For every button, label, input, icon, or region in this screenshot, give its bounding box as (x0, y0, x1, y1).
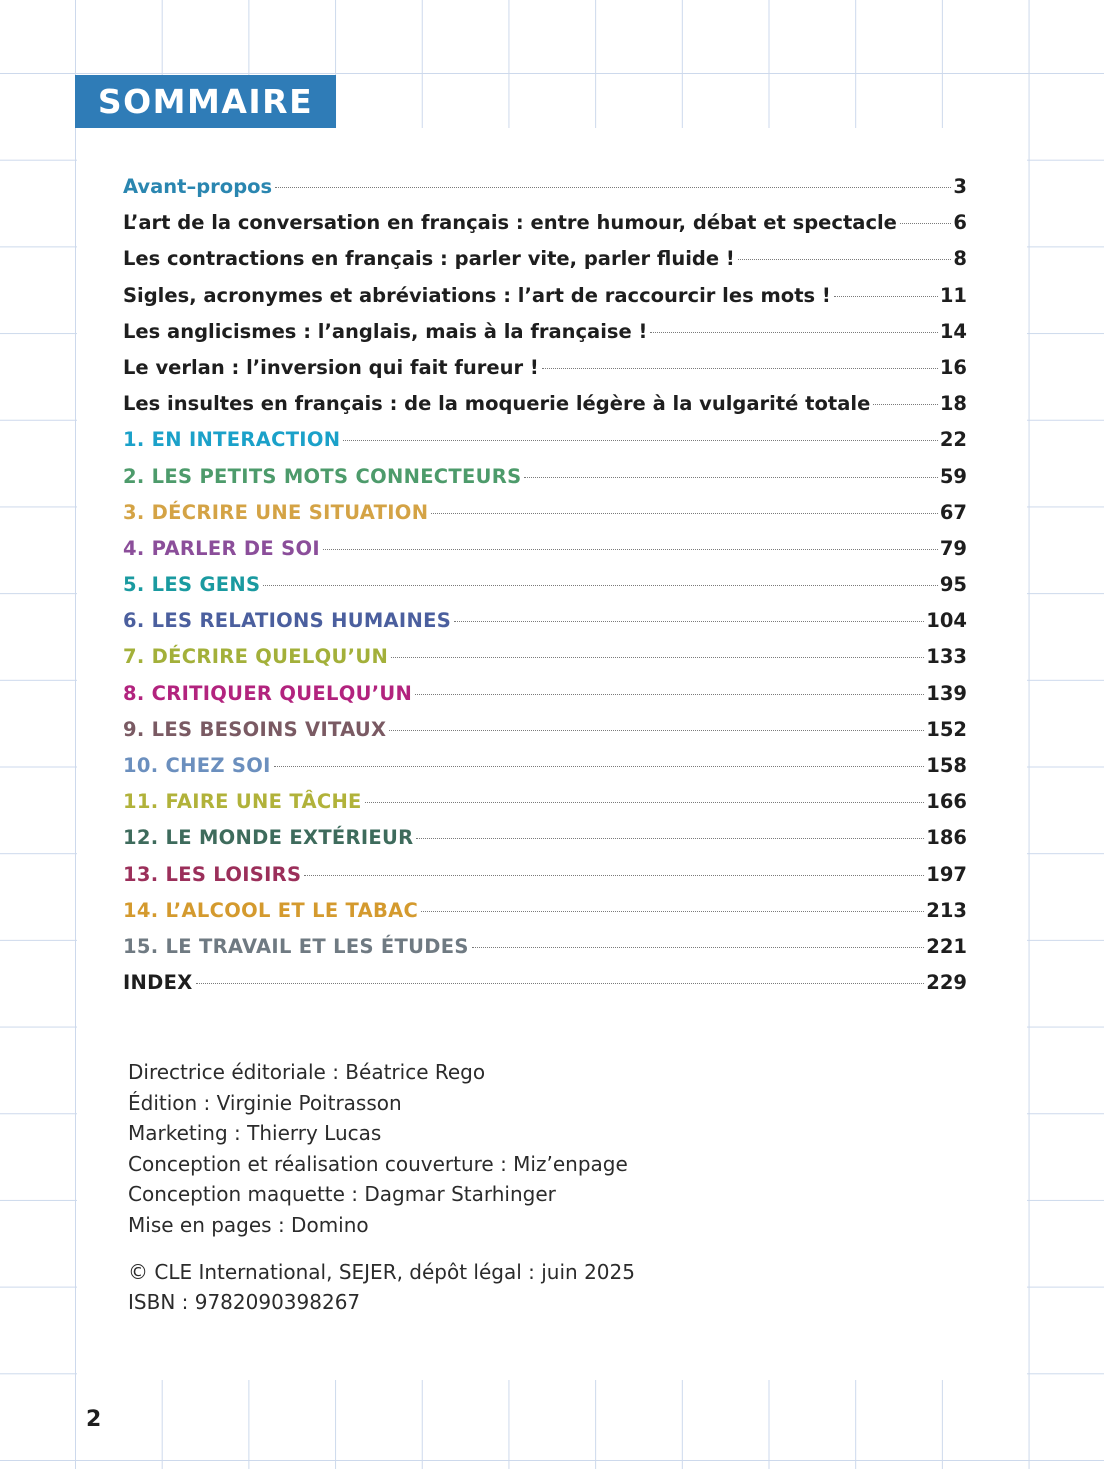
legal-block (128, 1257, 635, 1317)
toc-entry-title: Le verlan : l’inversion qui fait fureur ! (123, 355, 539, 379)
dot-leader (275, 187, 951, 188)
toc-entry[interactable] (123, 965, 967, 1001)
toc-entry-page: 59 (939, 464, 967, 488)
dot-leader (389, 730, 924, 731)
toc-entry-page: 186 (926, 826, 967, 850)
dot-leader (343, 440, 937, 441)
toc-entry-title: 12. LE MONDE EXTÉRIEUR (123, 826, 414, 850)
toc-entry[interactable] (123, 748, 967, 784)
toc-entry-page: 229 (926, 971, 967, 995)
toc-entry[interactable] (123, 893, 967, 929)
toc-entry-page: 79 (939, 536, 967, 560)
credit-line: Marketing : Thierry Lucas (128, 1121, 382, 1145)
toc-entry-page: 6 (953, 211, 967, 235)
toc-entry-title: 9. LES BESOINS VITAUX (123, 717, 387, 741)
credit-line: Conception maquette : Dagmar Starhinger (128, 1182, 556, 1206)
toc-entry-page: 104 (926, 609, 967, 633)
toc-entry[interactable] (123, 531, 967, 567)
toc-entry-title: 6. LES RELATIONS HUMAINES (123, 609, 452, 633)
toc-entry[interactable] (123, 422, 967, 458)
toc-entry-page: 152 (926, 717, 967, 741)
credit-line: Édition : Virginie Poitrasson (128, 1090, 402, 1115)
dot-leader (650, 332, 937, 333)
toc-entry[interactable] (123, 676, 967, 712)
dot-leader (416, 838, 924, 839)
page-number: 2 (86, 1407, 102, 1432)
toc-entry-title: Les contractions en français : parler vite, parler fluide ! (123, 247, 735, 271)
toc-entry[interactable] (123, 603, 967, 639)
toc-entry-page: 133 (926, 645, 967, 669)
toc-entry[interactable] (123, 784, 967, 820)
toc-entry-title: Les anglicismes : l’anglais, mais à la française ! (123, 319, 648, 343)
toc-entry-title: 10. CHEZ SOI (123, 754, 271, 777)
dot-leader (738, 259, 952, 260)
dot-leader (542, 368, 938, 369)
toc-entry-page: 8 (953, 247, 967, 271)
toc-entry[interactable] (123, 929, 967, 965)
toc-entry-page: 139 (926, 681, 967, 705)
dot-leader (263, 585, 938, 586)
toc-entry-page: 158 (926, 754, 967, 777)
toc-entry[interactable] (123, 386, 967, 422)
dot-leader (365, 802, 925, 803)
copyright-text: © CLE International, SEJER, dépôt légal : juin 2025 (128, 1260, 635, 1284)
table-of-contents (123, 169, 967, 1001)
dot-leader (421, 911, 924, 912)
toc-entry[interactable] (123, 459, 967, 495)
toc-entry-title: Les insultes en français : de la moquerie légère à la vulgarité totale (123, 392, 871, 416)
toc-entry-page: 95 (939, 573, 967, 597)
toc-entry-title: 8. CRITIQUER QUELQU’UN (123, 681, 413, 705)
toc-entry-title: 2. LES PETITS MOTS CONNECTEURS (123, 464, 522, 488)
toc-entry-title: Sigles, acronymes et abréviations : l’art de raccourcir les mots ! (123, 283, 831, 307)
credit-line: Conception et réalisation couverture : Miz’enpage (128, 1151, 628, 1176)
dot-leader (196, 983, 925, 984)
toc-entry-title: 3. DÉCRIRE UNE SITUATION (123, 500, 429, 524)
dot-leader (274, 766, 925, 767)
dot-leader (472, 947, 925, 948)
toc-entry-title: 7. DÉCRIRE QUELQU’UN (123, 645, 389, 669)
dot-leader (391, 657, 924, 658)
toc-entry-title: 4. PARLER DE SOI (123, 536, 320, 560)
toc-entry-page: 3 (953, 175, 967, 198)
toc-entry-page: 22 (939, 428, 967, 452)
dot-leader (524, 477, 937, 478)
toc-entry[interactable] (123, 567, 967, 603)
toc-entry[interactable] (123, 205, 967, 241)
isbn-text: ISBN : 9782090398267 (128, 1290, 361, 1314)
toc-entry[interactable] (123, 639, 967, 675)
toc-entry[interactable] (123, 857, 967, 893)
toc-entry-title: INDEX (123, 971, 193, 995)
toc-entry[interactable] (123, 820, 967, 856)
toc-entry-page: 221 (926, 934, 967, 958)
toc-entry[interactable] (123, 712, 967, 748)
dot-leader (304, 875, 924, 876)
toc-entry-title: Avant–propos (123, 175, 273, 198)
toc-entry[interactable] (123, 241, 967, 277)
toc-entry-title: 5. LES GENS (123, 573, 261, 597)
toc-entry-title: 13. LES LOISIRS (123, 862, 302, 886)
toc-entry-page: 67 (939, 500, 967, 524)
toc-entry[interactable] (123, 350, 967, 386)
toc-entry[interactable] (123, 169, 967, 205)
toc-entry-page: 18 (939, 392, 967, 416)
page-title: SOMMAIRE (75, 75, 336, 128)
credit-line: Mise en pages : Domino (128, 1212, 369, 1237)
toc-entry-title: 14. L’ALCOOL ET LE TABAC (123, 898, 419, 922)
dot-leader (415, 694, 924, 695)
toc-entry-page: 197 (926, 862, 967, 886)
toc-entry-page: 11 (939, 283, 967, 307)
toc-entry-title: 1. EN INTERACTION (123, 428, 341, 452)
dot-leader (454, 621, 924, 622)
credits-block (128, 1057, 828, 1240)
toc-entry-page: 213 (926, 898, 967, 922)
dot-leader (900, 223, 952, 224)
dot-leader (834, 296, 938, 297)
toc-entry-title: 15. LE TRAVAIL ET LES ÉTUDES (123, 934, 469, 958)
credit-line: Directrice éditoriale : Béatrice Rego (128, 1060, 486, 1084)
toc-entry-page: 16 (939, 355, 967, 379)
dot-leader (323, 549, 938, 550)
toc-entry-title: L’art de la conversation en français : entre humour, débat et spectacle (123, 211, 897, 235)
toc-entry[interactable] (123, 278, 967, 314)
dot-leader (431, 513, 938, 514)
toc-entry-title: 11. FAIRE UNE TÂCHE (123, 790, 362, 814)
toc-entry-page: 166 (926, 790, 967, 814)
toc-entry[interactable] (123, 314, 967, 350)
toc-entry[interactable] (123, 495, 967, 531)
dot-leader (873, 404, 938, 405)
toc-entry-page: 14 (939, 319, 967, 343)
